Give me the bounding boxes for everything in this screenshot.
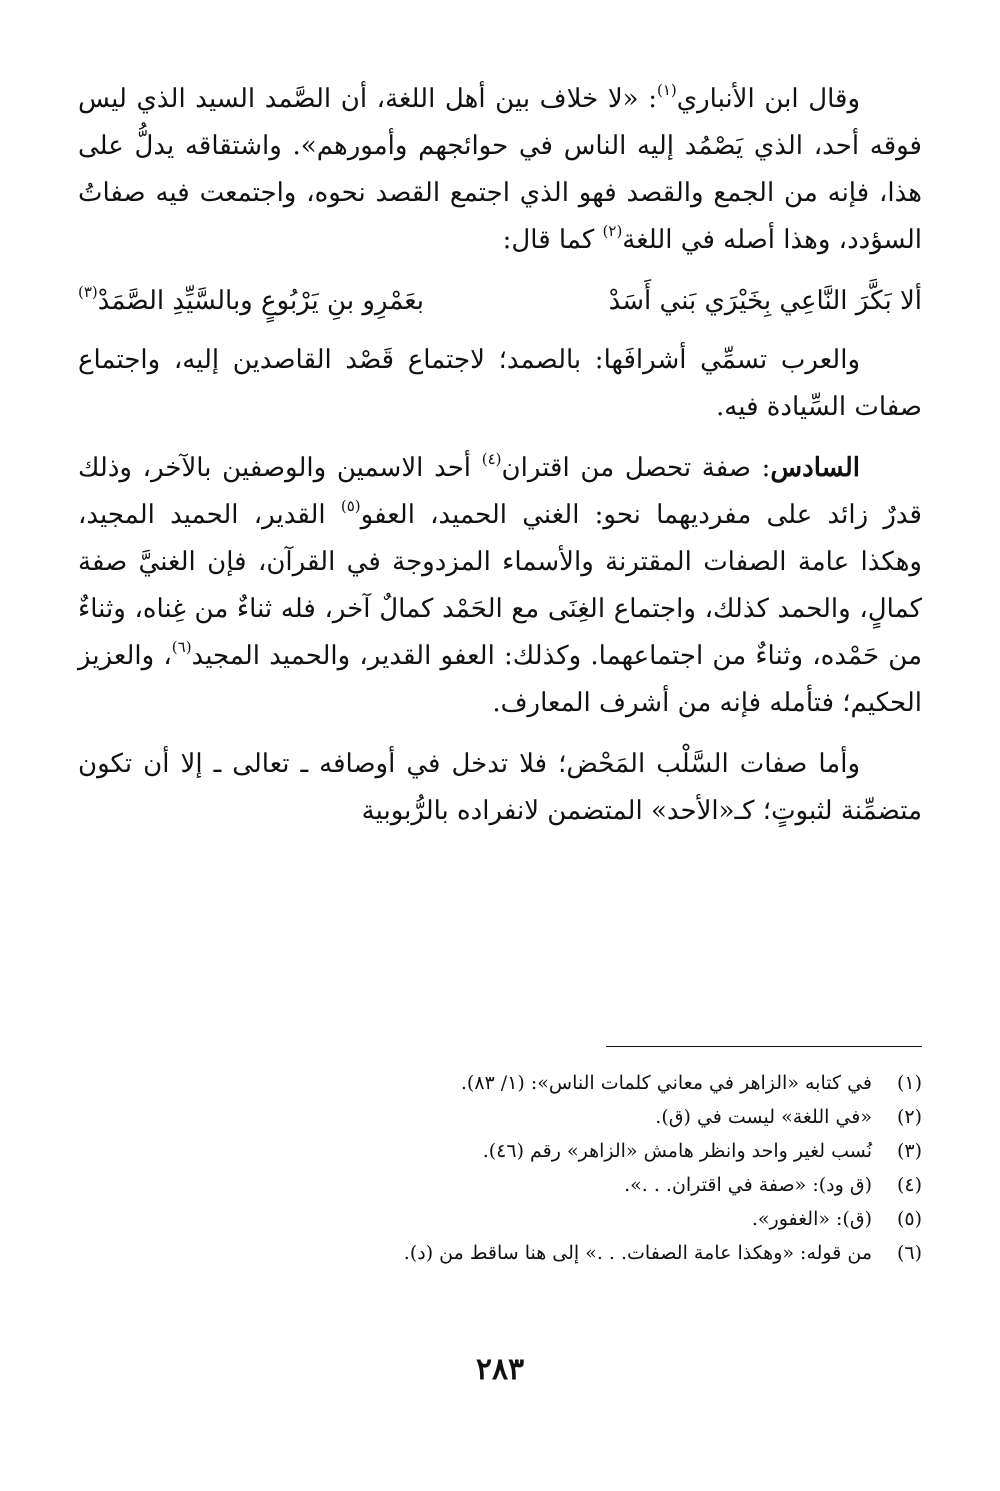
paragraph-sixth bbox=[78, 445, 922, 727]
poetry-verse bbox=[78, 278, 922, 325]
footnote-item bbox=[78, 1134, 922, 1168]
page-number: ٢٨٣ bbox=[475, 1352, 525, 1387]
verse-first-hemistich: ألا بَكَّرَ النَّاعِي بِخَيْرَي بَني أَسَدْ bbox=[608, 286, 922, 316]
text-run: وقال ابن الأنباري bbox=[676, 84, 861, 114]
footnote-item bbox=[78, 1202, 922, 1236]
text-run: ، والعزيز الحكيم؛ فتأمله فإنه من أشرف المعارف. bbox=[78, 641, 922, 718]
footnote-item bbox=[78, 1100, 922, 1134]
footnote-ref-1: (١) bbox=[656, 81, 677, 99]
paragraph-arabs-naming: والعرب تسمِّي أشرافَها: بالصمد؛ لاجتماع قَصْد القاصدين إليه، واجتماع صفات السِّيادة فيه. bbox=[78, 345, 922, 422]
footnote-text: (ق ود): «صفة في اقتران. . .». bbox=[624, 1174, 872, 1196]
footnote-number: (٣) bbox=[896, 1140, 922, 1162]
paragraph-negation-attributes: وأما صفات السَّلْب المَحْض؛ فلا تدخل في أوصافه ـ تعالى ـ إلا أن تكون متضمِّنة لثبوتٍ؛ كـ«الأحد» المتضمن لانفراده بالرُّبوبية bbox=[78, 749, 922, 826]
footnote-ref-3: (٣) bbox=[78, 283, 98, 301]
footnote-text: من قوله: «وهكذا عامة الصفات. . .» إلى هنا ساقط من (د). bbox=[403, 1242, 872, 1264]
verse-second-hemistich: بعَمْرِو بنِ يَرْبُوعٍ وبالسَّيِّدِ الصَّمَدْ bbox=[97, 286, 425, 316]
section-heading-sixth: السادس bbox=[770, 453, 860, 483]
footnote-number: (٤) bbox=[896, 1174, 922, 1196]
paragraph-ibn-al-anbari bbox=[78, 76, 922, 264]
text-run: : صفة تحصل من اقتران bbox=[501, 453, 771, 483]
footnote-item bbox=[78, 1236, 922, 1270]
text-run: : «لا خلاف بين أهل اللغة، أن الصَّمد السيد الذي ليس فوقه أحد، الذي يَصْمُد إليه الناس في حوائجهم وأمورهم». واشتقاقه يدلُّ على هذا، فإنه من الجمع والقصد فهو الذي اجتمع القصد نحوه، واجتمعت فيه صفاتُ السؤدد، وهذا أصله في اللغة bbox=[78, 84, 922, 255]
text-run: أحد الاسمين والوصفين بالآخر، وذلك قدرٌ زائد على مفرديهما نحو: الغني الحميد، العفو bbox=[78, 453, 922, 530]
footnote-ref-4: (٤) bbox=[481, 450, 502, 468]
footnote-item bbox=[78, 1168, 922, 1202]
main-text bbox=[78, 76, 922, 849]
footnotes bbox=[78, 1066, 922, 1270]
footnote-number: (٢) bbox=[896, 1106, 922, 1128]
footnote-ref-2: (٢) bbox=[602, 222, 623, 240]
footnote-ref-5: (٥) bbox=[340, 497, 361, 515]
verse-second-hemistich-wrap bbox=[78, 278, 424, 325]
footnote-text: «في اللغة» ليست في (ق). bbox=[655, 1106, 872, 1128]
footnote-item bbox=[78, 1066, 922, 1100]
text-run: كما قال: bbox=[502, 225, 603, 255]
footnote-text: (ق): «الغفور». bbox=[751, 1208, 872, 1230]
footnote-ref-6: (٦) bbox=[171, 638, 192, 656]
footnote-number: (٥) bbox=[896, 1208, 922, 1230]
footnote-number: (١) bbox=[896, 1072, 922, 1094]
footnote-separator bbox=[606, 1046, 922, 1047]
footnote-text: نُسب لغير واحد وانظر هامش «الزاهر» رقم (٤٦). bbox=[482, 1140, 872, 1162]
footnote-number: (٦) bbox=[896, 1242, 922, 1264]
text-run: القدير، الحميد المجيد، وهكذا عامة الصفات المقترنة والأسماء المزدوجة في القرآن، فإن الغنيَّ صفة كمالٍ، والحمد كذلك، واجتماع الغِنَى مع الحَمْد كمالٌ آخر، فله ثناءٌ من غِناه، وثناءٌ من حَمْده، وثناءٌ من اجتماعهما. وكذلك: العفو القدير، والحميد المجيد bbox=[78, 500, 922, 671]
footnote-text: في كتابه «الزاهر في معاني كلمات الناس»: (١/ ٨٣). bbox=[460, 1072, 872, 1094]
